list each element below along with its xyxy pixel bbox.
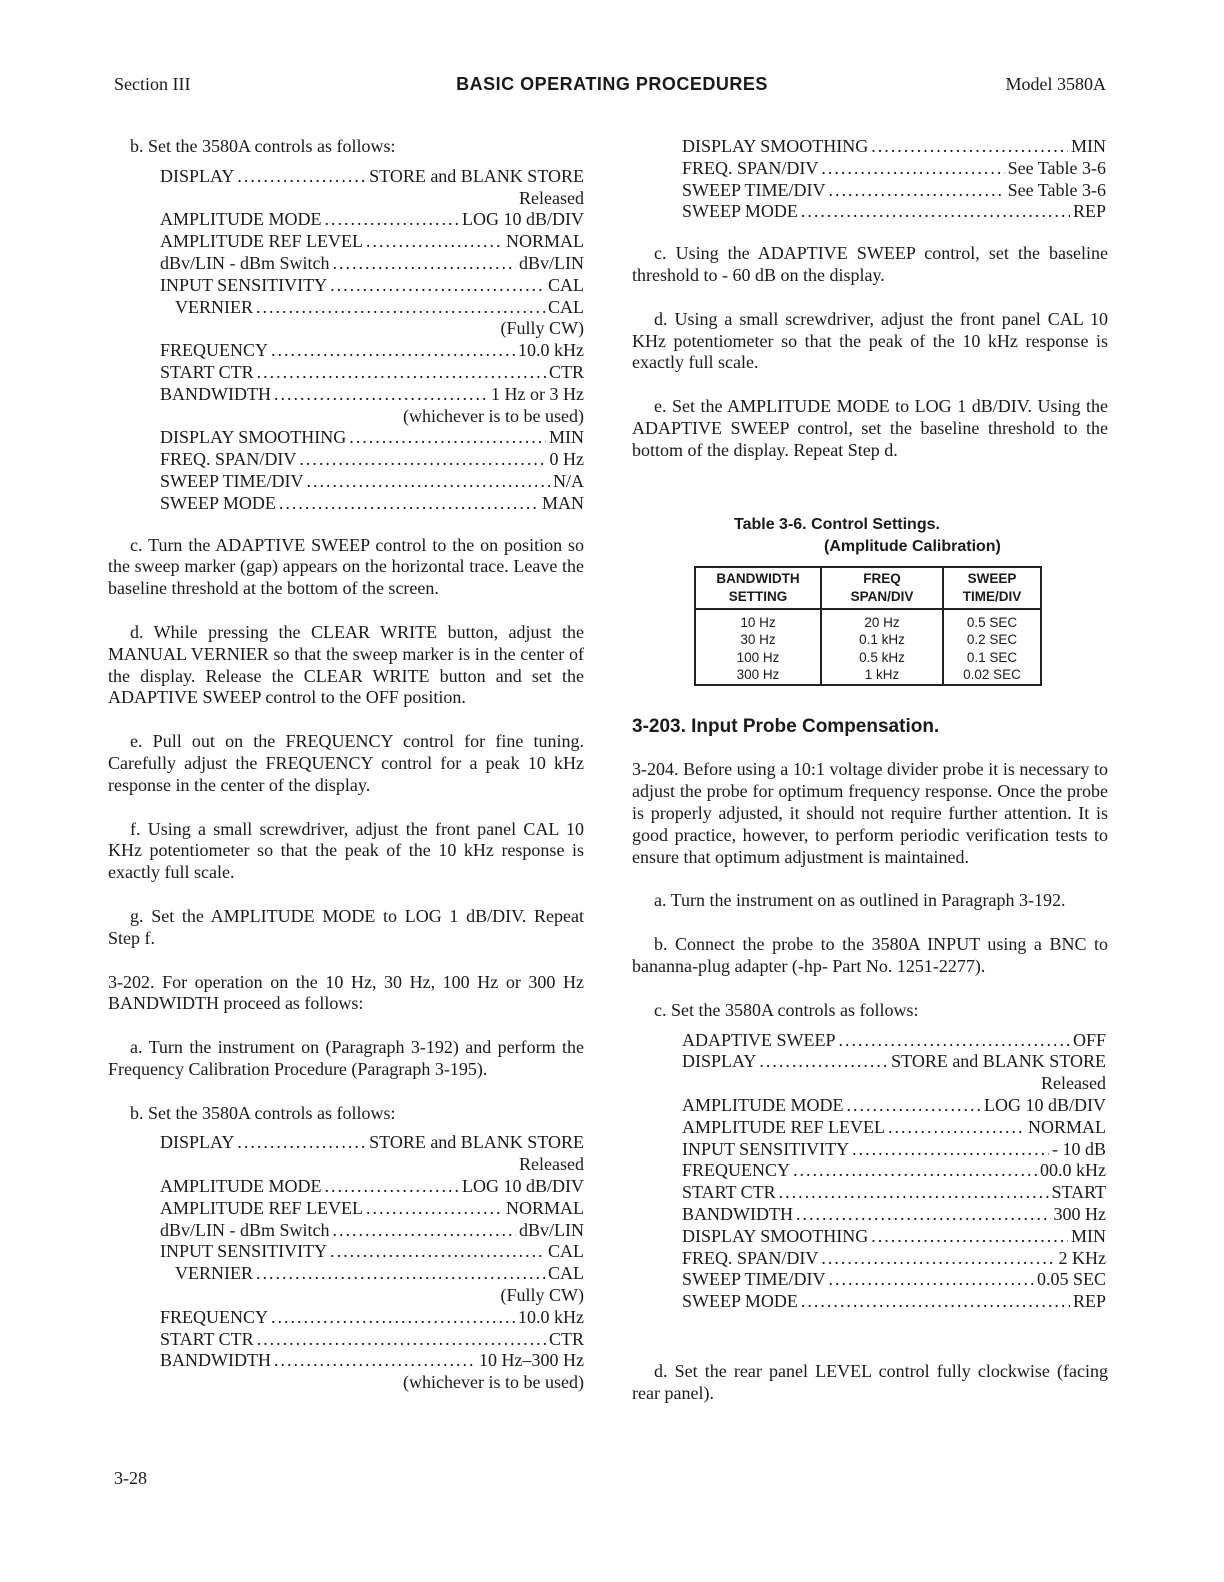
leader-dots — [829, 1269, 1034, 1291]
setting-value: 2 KHz — [1058, 1247, 1106, 1268]
setting-row — [160, 1176, 584, 1198]
leader-dots — [779, 1182, 1049, 1204]
leader-dots — [847, 1095, 982, 1117]
setting-label: FREQUENCY — [160, 340, 269, 361]
table-row: 100 Hz 0.5 kHz 0.1 SEC — [695, 649, 1041, 667]
leader-dots — [257, 362, 546, 384]
setting-label: DISPLAY — [682, 1051, 757, 1072]
setting-row — [160, 1132, 584, 1154]
setting-value: REP — [1072, 1291, 1106, 1312]
setting-value: STORE and BLANK STORE — [369, 1132, 584, 1153]
setting-row — [682, 1117, 1106, 1139]
setting-value: CTR — [548, 361, 584, 382]
leader-dots — [274, 1350, 476, 1372]
setting-value: LOG 10 dB/DIV — [984, 1094, 1106, 1115]
setting-value: STORE and BLANK STORE — [369, 165, 584, 186]
setting-row — [160, 1220, 584, 1242]
leader-dots — [307, 471, 551, 493]
setting-label: FREQ. SPAN/DIV — [160, 449, 297, 470]
setting-label: BANDWIDTH — [160, 383, 271, 404]
setting-value: STORE and BLANK STORE — [891, 1051, 1106, 1072]
step-b2-text: b. Set the 3580A controls as follows: — [130, 1102, 396, 1123]
setting-value: 0 Hz — [549, 449, 584, 470]
setting-label: VERNIER — [175, 1263, 253, 1284]
setting-label: SWEEP TIME/DIV — [682, 179, 826, 200]
setting-row — [682, 1182, 1106, 1204]
step-b-text: b. Set the 3580A controls as follows: — [130, 136, 396, 156]
leader-dots — [274, 384, 488, 406]
setting-note: Released — [519, 187, 584, 208]
setting-label: ADAPTIVE SWEEP — [682, 1029, 836, 1050]
setting-value: 300 Hz — [1053, 1203, 1106, 1224]
setting-value: LOG 10 dB/DIV — [462, 209, 584, 230]
settings-list-2 — [160, 1132, 584, 1394]
setting-value: 10 Hz–300 Hz — [479, 1350, 584, 1371]
setting-label: INPUT SENSITIVITY — [160, 1241, 328, 1262]
left-column — [108, 136, 584, 1414]
setting-value: OFF — [1072, 1029, 1106, 1050]
table-header-bandwidth: BANDWIDTH SETTING — [695, 567, 821, 609]
step-d-probe-text: d. Set the rear panel LEVEL control fully clockwise (facing rear panel). — [632, 1360, 1108, 1403]
setting-value: See Table 3-6 — [1007, 157, 1106, 178]
page-number: 3-28 — [114, 1468, 147, 1488]
setting-note: (Fully CW) — [500, 1285, 584, 1306]
setting-value: CAL — [548, 1263, 584, 1284]
settings-list-3 — [682, 1030, 1106, 1313]
setting-row — [682, 1095, 1106, 1117]
setting-label: START CTR — [160, 361, 254, 382]
setting-label: INPUT SENSITIVITY — [160, 274, 328, 295]
setting-row — [160, 1329, 584, 1351]
leader-dots — [256, 297, 545, 319]
setting-row — [160, 253, 584, 275]
setting-row — [682, 1226, 1106, 1248]
leader-dots — [237, 1132, 366, 1154]
setting-label: START CTR — [160, 1328, 254, 1349]
setting-value: START — [1051, 1182, 1106, 1203]
setting-row — [682, 136, 1106, 158]
setting-row — [682, 201, 1106, 223]
leader-dots — [871, 136, 1068, 158]
setting-value: MIN — [1071, 136, 1106, 156]
step-a-probe-text: a. Turn the instrument on as outlined in Paragraph 3-192. — [654, 890, 1066, 911]
step-d-text: d. While pressing the CLEAR WRITE button, adjust the MANUAL VERNIER so that the sweep marker is in the center of the display. Release the CLEAR WRITE button and set the ADAPTIVE SWEEP control to the OFF position. — [108, 621, 584, 708]
setting-row — [682, 1269, 1106, 1291]
leader-dots — [852, 1139, 1049, 1161]
leader-dots — [237, 166, 366, 188]
setting-row — [682, 180, 1106, 202]
leader-dots — [821, 158, 1004, 180]
leader-dots — [796, 1204, 1051, 1226]
table-subtitle: (Amplitude Calibration) — [824, 537, 1001, 555]
step-e-text: e. Pull out on the FREQUENCY control for fine tuning. Carefully adjust the FREQUENCY control for a peak 10 kHz response in the center of the display. — [108, 731, 584, 795]
setting-value: dBv/LIN — [519, 252, 584, 273]
setting-row — [682, 1160, 1106, 1182]
setting-row — [160, 1198, 584, 1220]
leader-dots — [271, 1307, 515, 1329]
setting-row — [682, 1030, 1106, 1052]
table-row: 300 Hz 1 kHz 0.02 SEC — [695, 666, 1041, 685]
setting-label: AMPLITUDE REF LEVEL — [160, 1197, 363, 1218]
setting-value: MIN — [1071, 1225, 1106, 1246]
setting-row — [160, 427, 584, 449]
setting-value: 00.0 kHz — [1040, 1160, 1106, 1181]
leader-dots — [325, 209, 460, 231]
right-column — [632, 136, 1108, 1426]
setting-value: 10.0 kHz — [518, 1306, 584, 1327]
setting-label: VERNIER — [175, 296, 253, 317]
setting-value: CAL — [548, 1241, 584, 1262]
leader-dots — [366, 1198, 503, 1220]
leader-dots — [333, 1220, 517, 1242]
leader-dots — [821, 1248, 1055, 1270]
setting-note: (Fully CW) — [500, 318, 584, 339]
setting-row — [160, 1307, 584, 1329]
paragraph-3-202: 3-202. For operation on the 10 Hz, 30 Hz, 100 Hz or 300 Hz BANDWIDTH proceed as follows: — [108, 971, 584, 1014]
setting-value: NORMAL — [1027, 1116, 1106, 1137]
setting-row — [160, 471, 584, 493]
setting-row — [160, 493, 584, 515]
step-f-text: f. Using a small screwdriver, adjust the front panel CAL 10 KHz potentiometer so that the peak of the 10 kHz response is exactly full scale. — [108, 818, 584, 883]
leader-dots — [349, 427, 546, 449]
step-c-text: c. Turn the ADAPTIVE SWEEP control to the on position so the sweep marker (gap) appears on the horizontal trace. Leave the baseline threshold at the bottom of the screen. — [108, 534, 584, 599]
setting-label: SWEEP TIME/DIV — [682, 1269, 826, 1290]
setting-row — [160, 209, 584, 231]
setting-row — [160, 340, 584, 362]
setting-value: NORMAL — [505, 231, 584, 252]
setting-value: - 10 dB — [1052, 1138, 1106, 1159]
step-c-probe-text: c. Set the 3580A controls as follows: — [654, 999, 919, 1020]
setting-row — [160, 231, 584, 253]
leader-dots — [759, 1051, 888, 1073]
setting-label: AMPLITUDE MODE — [160, 209, 322, 230]
leader-dots — [801, 201, 1070, 223]
setting-label: DISPLAY — [160, 1132, 235, 1153]
setting-label: SWEEP MODE — [160, 492, 276, 513]
setting-label: AMPLITUDE MODE — [160, 1176, 322, 1197]
settings-list-1 — [160, 166, 584, 515]
leader-dots — [871, 1226, 1068, 1248]
leader-dots — [256, 1263, 545, 1285]
setting-value: CTR — [548, 1328, 584, 1349]
setting-label: BANDWIDTH — [160, 1350, 271, 1371]
setting-label: AMPLITUDE REF LEVEL — [682, 1116, 885, 1137]
leader-dots — [888, 1117, 1025, 1139]
setting-row — [160, 1263, 584, 1285]
leader-dots — [330, 275, 545, 297]
leader-dots — [325, 1176, 460, 1198]
control-settings-table — [694, 566, 1042, 686]
setting-row — [682, 158, 1106, 180]
setting-label: dBv/LIN - dBm Switch — [160, 252, 330, 273]
setting-label: FREQUENCY — [160, 1306, 269, 1327]
table-row: 30 Hz 0.1 kHz 0.2 SEC — [695, 631, 1041, 649]
step-g-text: g. Set the AMPLITUDE MODE to LOG 1 dB/DIV. Repeat Step f. — [108, 905, 584, 948]
section-label: Section III — [114, 74, 191, 94]
setting-row — [160, 449, 584, 471]
setting-row — [682, 1204, 1106, 1226]
setting-row — [160, 362, 584, 384]
setting-value: 1 Hz or 3 Hz — [491, 383, 584, 404]
table-row: 10 Hz 20 Hz 0.5 SEC — [695, 609, 1041, 632]
setting-value: N/A — [553, 470, 584, 491]
leader-dots — [839, 1030, 1070, 1052]
setting-label: AMPLITUDE MODE — [682, 1094, 844, 1115]
setting-note: Released — [519, 1154, 584, 1175]
setting-label: INPUT SENSITIVITY — [682, 1138, 850, 1159]
setting-value: CAL — [548, 296, 584, 317]
setting-label: START CTR — [682, 1182, 776, 1203]
step-e-right-text: e. Set the AMPLITUDE MODE to LOG 1 dB/DIV. Using the ADAPTIVE SWEEP control, set the baseline threshold to the bottom of the display. Repeat Step d. — [632, 396, 1108, 460]
step-c-right-text: c. Using the ADAPTIVE SWEEP control, set the baseline threshold to - 60 dB on the display. — [632, 243, 1108, 285]
setting-row — [160, 275, 584, 297]
setting-label: FREQ. SPAN/DIV — [682, 1247, 819, 1268]
leader-dots — [279, 493, 539, 515]
leader-dots — [793, 1160, 1037, 1182]
leader-dots — [333, 253, 517, 275]
setting-value: REP — [1072, 201, 1106, 222]
leader-dots — [366, 231, 503, 253]
leader-dots — [829, 180, 1005, 202]
setting-note: (whichever is to be used) — [403, 405, 584, 426]
setting-row — [160, 166, 584, 188]
setting-row — [682, 1139, 1106, 1161]
section-heading-3-203: 3-203. Input Probe Compensation. — [632, 715, 940, 737]
setting-row — [160, 297, 584, 319]
setting-value: See Table 3-6 — [1007, 179, 1106, 200]
settings-list-continued — [682, 136, 1106, 223]
table-title-main: Table 3-6. Control Settings. — [734, 515, 940, 533]
setting-label: dBv/LIN - dBm Switch — [160, 1219, 330, 1240]
setting-note: (whichever is to be used) — [403, 1372, 584, 1393]
setting-label: FREQUENCY — [682, 1160, 791, 1181]
leader-dots — [271, 340, 515, 362]
setting-value: 10.0 kHz — [518, 340, 584, 361]
setting-label: DISPLAY SMOOTHING — [682, 1225, 869, 1246]
setting-label: AMPLITUDE REF LEVEL — [160, 231, 363, 252]
setting-label: DISPLAY — [160, 165, 235, 186]
step-a2-text: a. Turn the instrument on (Paragraph 3-192) and perform the Frequency Calibration Procedure (Paragraph 3-195). — [108, 1037, 584, 1079]
setting-row — [682, 1248, 1106, 1270]
setting-value: NORMAL — [505, 1197, 584, 1218]
leader-dots — [330, 1241, 545, 1263]
setting-label: SWEEP MODE — [682, 1291, 798, 1312]
setting-label: DISPLAY SMOOTHING — [682, 136, 869, 156]
leader-dots — [801, 1291, 1070, 1313]
setting-value: MAN — [541, 492, 584, 513]
setting-value: MIN — [549, 427, 584, 448]
setting-row — [682, 1051, 1106, 1073]
setting-note: Released — [1041, 1073, 1106, 1094]
model-label: Model 3580A — [1005, 74, 1106, 94]
setting-label: DISPLAY SMOOTHING — [160, 427, 347, 448]
setting-label: BANDWIDTH — [682, 1203, 793, 1224]
setting-label: FREQ. SPAN/DIV — [682, 157, 819, 178]
setting-row — [682, 1291, 1106, 1313]
page-title: BASIC OPERATING PROCEDURES — [456, 74, 768, 94]
setting-value: dBv/LIN — [519, 1219, 584, 1240]
setting-value: LOG 10 dB/DIV — [462, 1176, 584, 1197]
leader-dots — [299, 449, 546, 471]
setting-row — [160, 1350, 584, 1372]
setting-label: SWEEP TIME/DIV — [160, 470, 304, 491]
step-d-right-text: d. Using a small screwdriver, adjust the front panel CAL 10 KHz potentiometer so that the peak of the 10 kHz response is exactly full scale. — [632, 308, 1108, 373]
table-header-sweep-time: SWEEP TIME/DIV — [943, 567, 1041, 609]
table-header-freq-span: FREQ SPAN/DIV — [821, 567, 943, 609]
paragraph-3-204: 3-204. Before using a 10:1 voltage divider probe it is necessary to adjust the probe for optimum frequency response. Once the probe is properly adjusted, it should not require further attention. It is good practice, however, to perform periodic verification tests to ensure that optimum adjustment is maintained. — [632, 759, 1108, 867]
setting-row — [160, 384, 584, 406]
step-b-probe-text: b. Connect the probe to the 3580A INPUT using a BNC to bananna-plug adapter (-hp- Part No. 1251-2277). — [632, 934, 1108, 976]
setting-value: 0.05 SEC — [1036, 1269, 1106, 1290]
table-title — [734, 514, 1108, 558]
leader-dots — [257, 1329, 546, 1351]
setting-label: SWEEP MODE — [682, 201, 798, 222]
setting-row — [160, 1241, 584, 1263]
setting-value: CAL — [548, 274, 584, 295]
